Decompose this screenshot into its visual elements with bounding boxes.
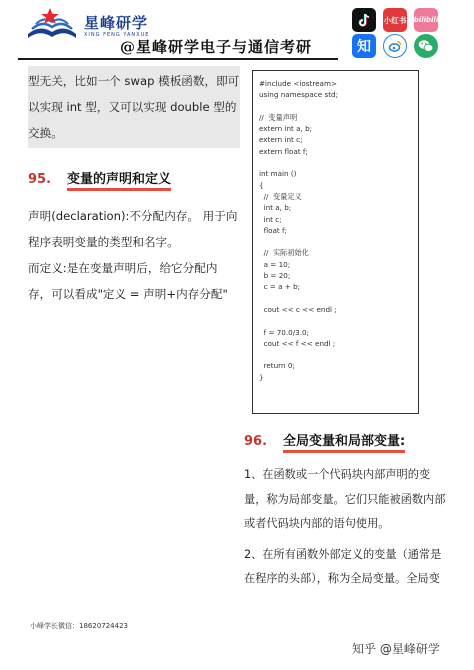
code-line: {	[259, 180, 264, 190]
account-handle: @星峰研学电子与通信考研	[120, 38, 313, 56]
footer-contact: 小峰学长微信：18620724423	[30, 622, 128, 630]
code-line: // 变量声明	[259, 112, 298, 122]
code-line: int main ()	[259, 169, 297, 179]
code-line: a = 10;	[259, 259, 291, 269]
douyin-icon[interactable]	[352, 8, 376, 32]
code-line: return 0;	[259, 361, 295, 371]
section-number: 95.	[28, 172, 52, 187]
code-line: int a, b;	[259, 203, 292, 213]
text-line: 存，可以看成"定义 = 声明+内存分配"	[28, 287, 228, 301]
text-line: 型无关，比如一个 swap 模板函数，即可	[28, 74, 240, 88]
code-line	[259, 101, 412, 112]
text-line: 声明(declaration):不分配内存。 用于向	[28, 209, 238, 223]
code-line: c = a + b;	[259, 282, 301, 292]
social-icons	[349, 5, 465, 57]
wechat-icon[interactable]	[414, 34, 438, 58]
code-line	[259, 157, 412, 168]
text-line: 量，称为局部变量。它们只能被函数内部	[244, 492, 446, 506]
text-line: 在程序的头部），称为全局变量。全局变	[244, 572, 440, 585]
section-title: 变量的声明和定义	[67, 172, 171, 191]
code-line	[259, 293, 412, 304]
brand-subtitle: XING FENG YANXUE	[84, 32, 150, 38]
bilibili-icon[interactable]: bilibili	[414, 8, 438, 32]
code-line: #include <iostream>	[259, 79, 337, 88]
section-96-heading	[244, 430, 466, 449]
book-logo-icon	[22, 6, 82, 46]
highlighted-text-block	[28, 66, 240, 148]
weibo-icon[interactable]	[383, 34, 407, 58]
code-line: cout << f << endl ;	[259, 338, 336, 348]
code-line: extern float f;	[259, 146, 308, 156]
xiaohongshu-icon[interactable]: 小红书	[383, 8, 407, 32]
code-line	[259, 236, 412, 247]
right-column	[244, 430, 466, 592]
text-line: 1、在函数或一个代码块内部声明的变	[244, 468, 431, 481]
code-line: using namespace std;	[259, 90, 338, 100]
code-line: // 实际初始化	[259, 248, 309, 258]
code-line: cout << c << endl ;	[259, 304, 337, 314]
code-line: int c;	[259, 214, 282, 224]
brand-name: 星峰研学	[84, 14, 149, 32]
section-95-heading	[28, 168, 240, 187]
code-line: extern int c;	[259, 135, 303, 145]
text-line: 而定义:是在变量声明后，给它分配内	[28, 261, 218, 275]
left-column	[28, 66, 240, 307]
code-line	[259, 315, 412, 326]
section-number: 96.	[244, 434, 268, 449]
section-title: 全局变量和局部变量:	[283, 434, 405, 453]
code-line: float f;	[259, 225, 287, 235]
code-line: b = 20;	[259, 271, 291, 281]
code-line: }	[259, 372, 264, 382]
code-line	[259, 349, 412, 360]
text-line: 程序表明变量的类型和名字。	[28, 235, 179, 249]
zhihu-icon[interactable]: 知	[352, 34, 376, 58]
code-line: // 变量定义	[259, 191, 302, 201]
page-header	[0, 0, 474, 60]
code-example-box	[252, 70, 419, 414]
zhihu-watermark: 知乎 @星峰研学	[352, 642, 440, 656]
text-line: 交换。	[28, 126, 63, 140]
text-line: 或者代码块内部的语句使用。	[244, 517, 390, 530]
header-divider	[18, 58, 338, 60]
code-line: f = 70.0/3.0;	[259, 327, 309, 337]
code-line: extern int a, b;	[259, 124, 313, 134]
text-line: 以实现 int 型，又可以实现 double 型的	[28, 100, 237, 114]
text-line: 2、在所有函数外部定义的变量（通常是	[244, 547, 442, 561]
